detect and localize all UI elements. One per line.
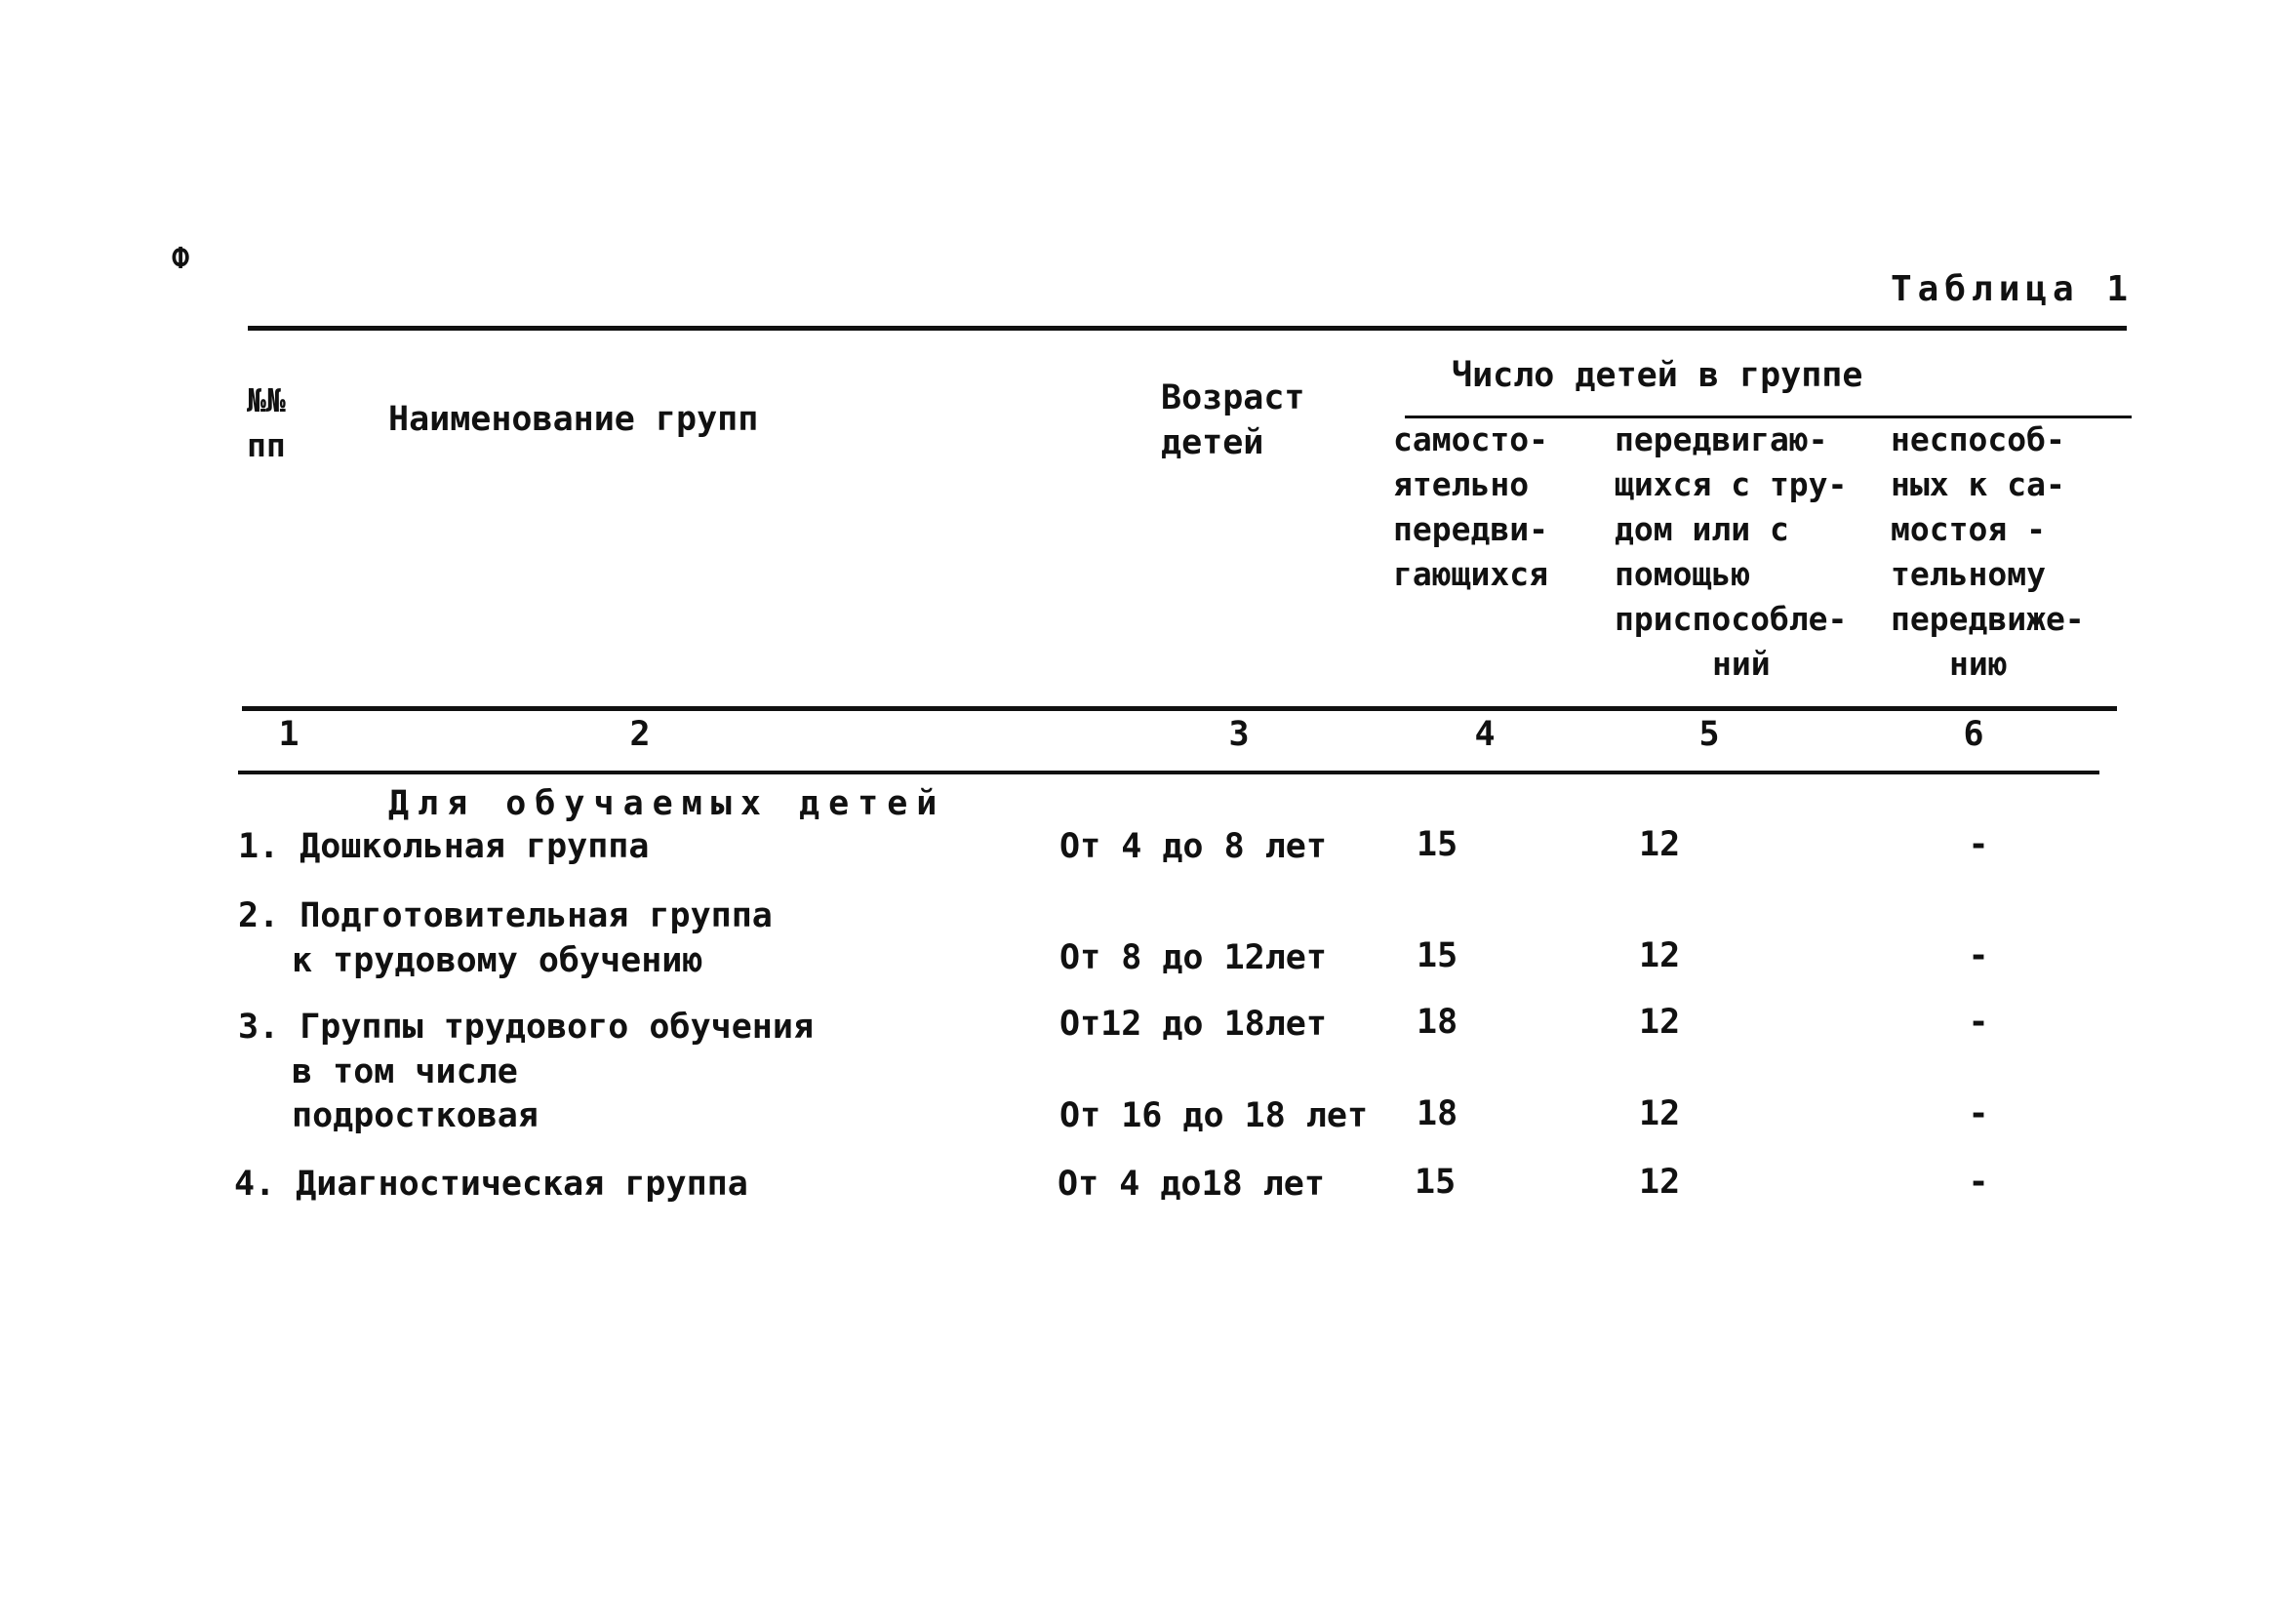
table-row-1-col5: 12 [1639,825,1681,864]
header-num-line2: пп [247,426,286,464]
header-sub-6-line6: нию [1949,645,2008,683]
header-age-line2: детей [1161,423,1264,462]
column-number-4: 4 [1474,715,1496,754]
column-numbers-rule [238,771,2099,774]
table-row-1-col6: - [1968,825,1989,864]
header-sub-4-line1: самосто- [1393,420,1548,458]
header-age [1161,376,1305,465]
header-num-line1: №№ [247,381,286,419]
table-row-1-name: 1. Дошкольная группа [238,827,650,866]
section-title: Для обучаемых детей [388,784,946,823]
header-sub-6-line2: ных к са- [1891,465,2065,503]
table-row-3a-col4: 18 [1417,1094,1458,1133]
top-rule [248,326,2127,331]
header-sub-5-line4: помощью [1615,555,1751,593]
table-row-3-age: От12 до 18лет [1059,1005,1327,1044]
table-row-2-col4: 15 [1417,936,1458,975]
header-bottom-rule [242,706,2117,711]
header-sub-4-line2: ятельно [1393,465,1530,503]
column-number-3: 3 [1228,715,1250,754]
table-row-3-col5: 12 [1639,1003,1681,1042]
header-sub-6-line4: тельному [1891,555,2046,593]
header-sub-6-line5: передвиже- [1891,600,2085,638]
table-row-2-col6: - [1968,936,1989,975]
header-sub-5-line1: передвигаю- [1615,420,1828,458]
header-sub-independent [1393,417,1548,597]
table-row-3a-col5: 12 [1639,1094,1681,1133]
header-sub-4-line4: гающихся [1393,555,1548,593]
header-count-group: Число детей в группе [1452,356,1863,395]
page-mark: Ф [172,242,190,276]
table-row-3a-age: От 16 до 18 лет [1059,1096,1369,1135]
table-row-4-col4: 15 [1415,1163,1457,1202]
header-sub-5-line6: ний [1712,645,1771,683]
table-row-2-col5: 12 [1639,936,1681,975]
header-sub-5-line2: щихся с тру- [1615,465,1848,503]
table-row-2-name-line2: к трудовому обучению [292,941,703,980]
table-caption: Таблица 1 [1891,269,2135,309]
table-row-3a-col6: - [1968,1094,1989,1133]
column-number-5: 5 [1698,715,1720,754]
table-row-3-col6: - [1968,1003,1989,1042]
header-sub-5-line5: приспособле- [1615,600,1848,638]
column-number-2: 2 [629,715,651,754]
table-row-3a-name: подростковая [292,1096,539,1135]
table-row-4-col5: 12 [1639,1163,1681,1202]
column-number-6: 6 [1963,715,1984,754]
table-row-4-age: От 4 до18 лет [1058,1165,1325,1204]
column-number-1: 1 [278,715,299,754]
header-num [247,378,286,468]
header-sub-6-line3: мостоя - [1891,510,2046,548]
table-row-3-col4: 18 [1417,1003,1458,1042]
header-sub-6-line1: неспособ- [1891,420,2065,458]
header-sub-5-line3: дом или с [1615,510,1789,548]
table-row-4-col6: - [1968,1163,1989,1202]
table-row-2-name [238,893,773,983]
table-row-3-name [238,1005,814,1094]
table-row-3-name-line1: 3. Группы трудового обучения [238,1008,815,1047]
header-sub-unable [1891,417,2085,687]
table-row-1-col4: 15 [1417,825,1458,864]
header-sub-4-line3: передви- [1393,510,1548,548]
table-row-2-age: От 8 до 12лет [1059,938,1327,977]
table-row-3-name-line2: в том числе [292,1052,518,1091]
table-row-4-name: 4. Диагностическая группа [234,1165,748,1204]
header-group-name: Наименование групп [388,400,759,439]
header-sub-with-difficulty [1615,417,1847,687]
table-row-2-name-line1: 2. Подготовительная группа [238,896,773,935]
table-row-1-age: От 4 до 8 лет [1059,827,1327,866]
header-age-line1: Возраст [1161,378,1305,417]
